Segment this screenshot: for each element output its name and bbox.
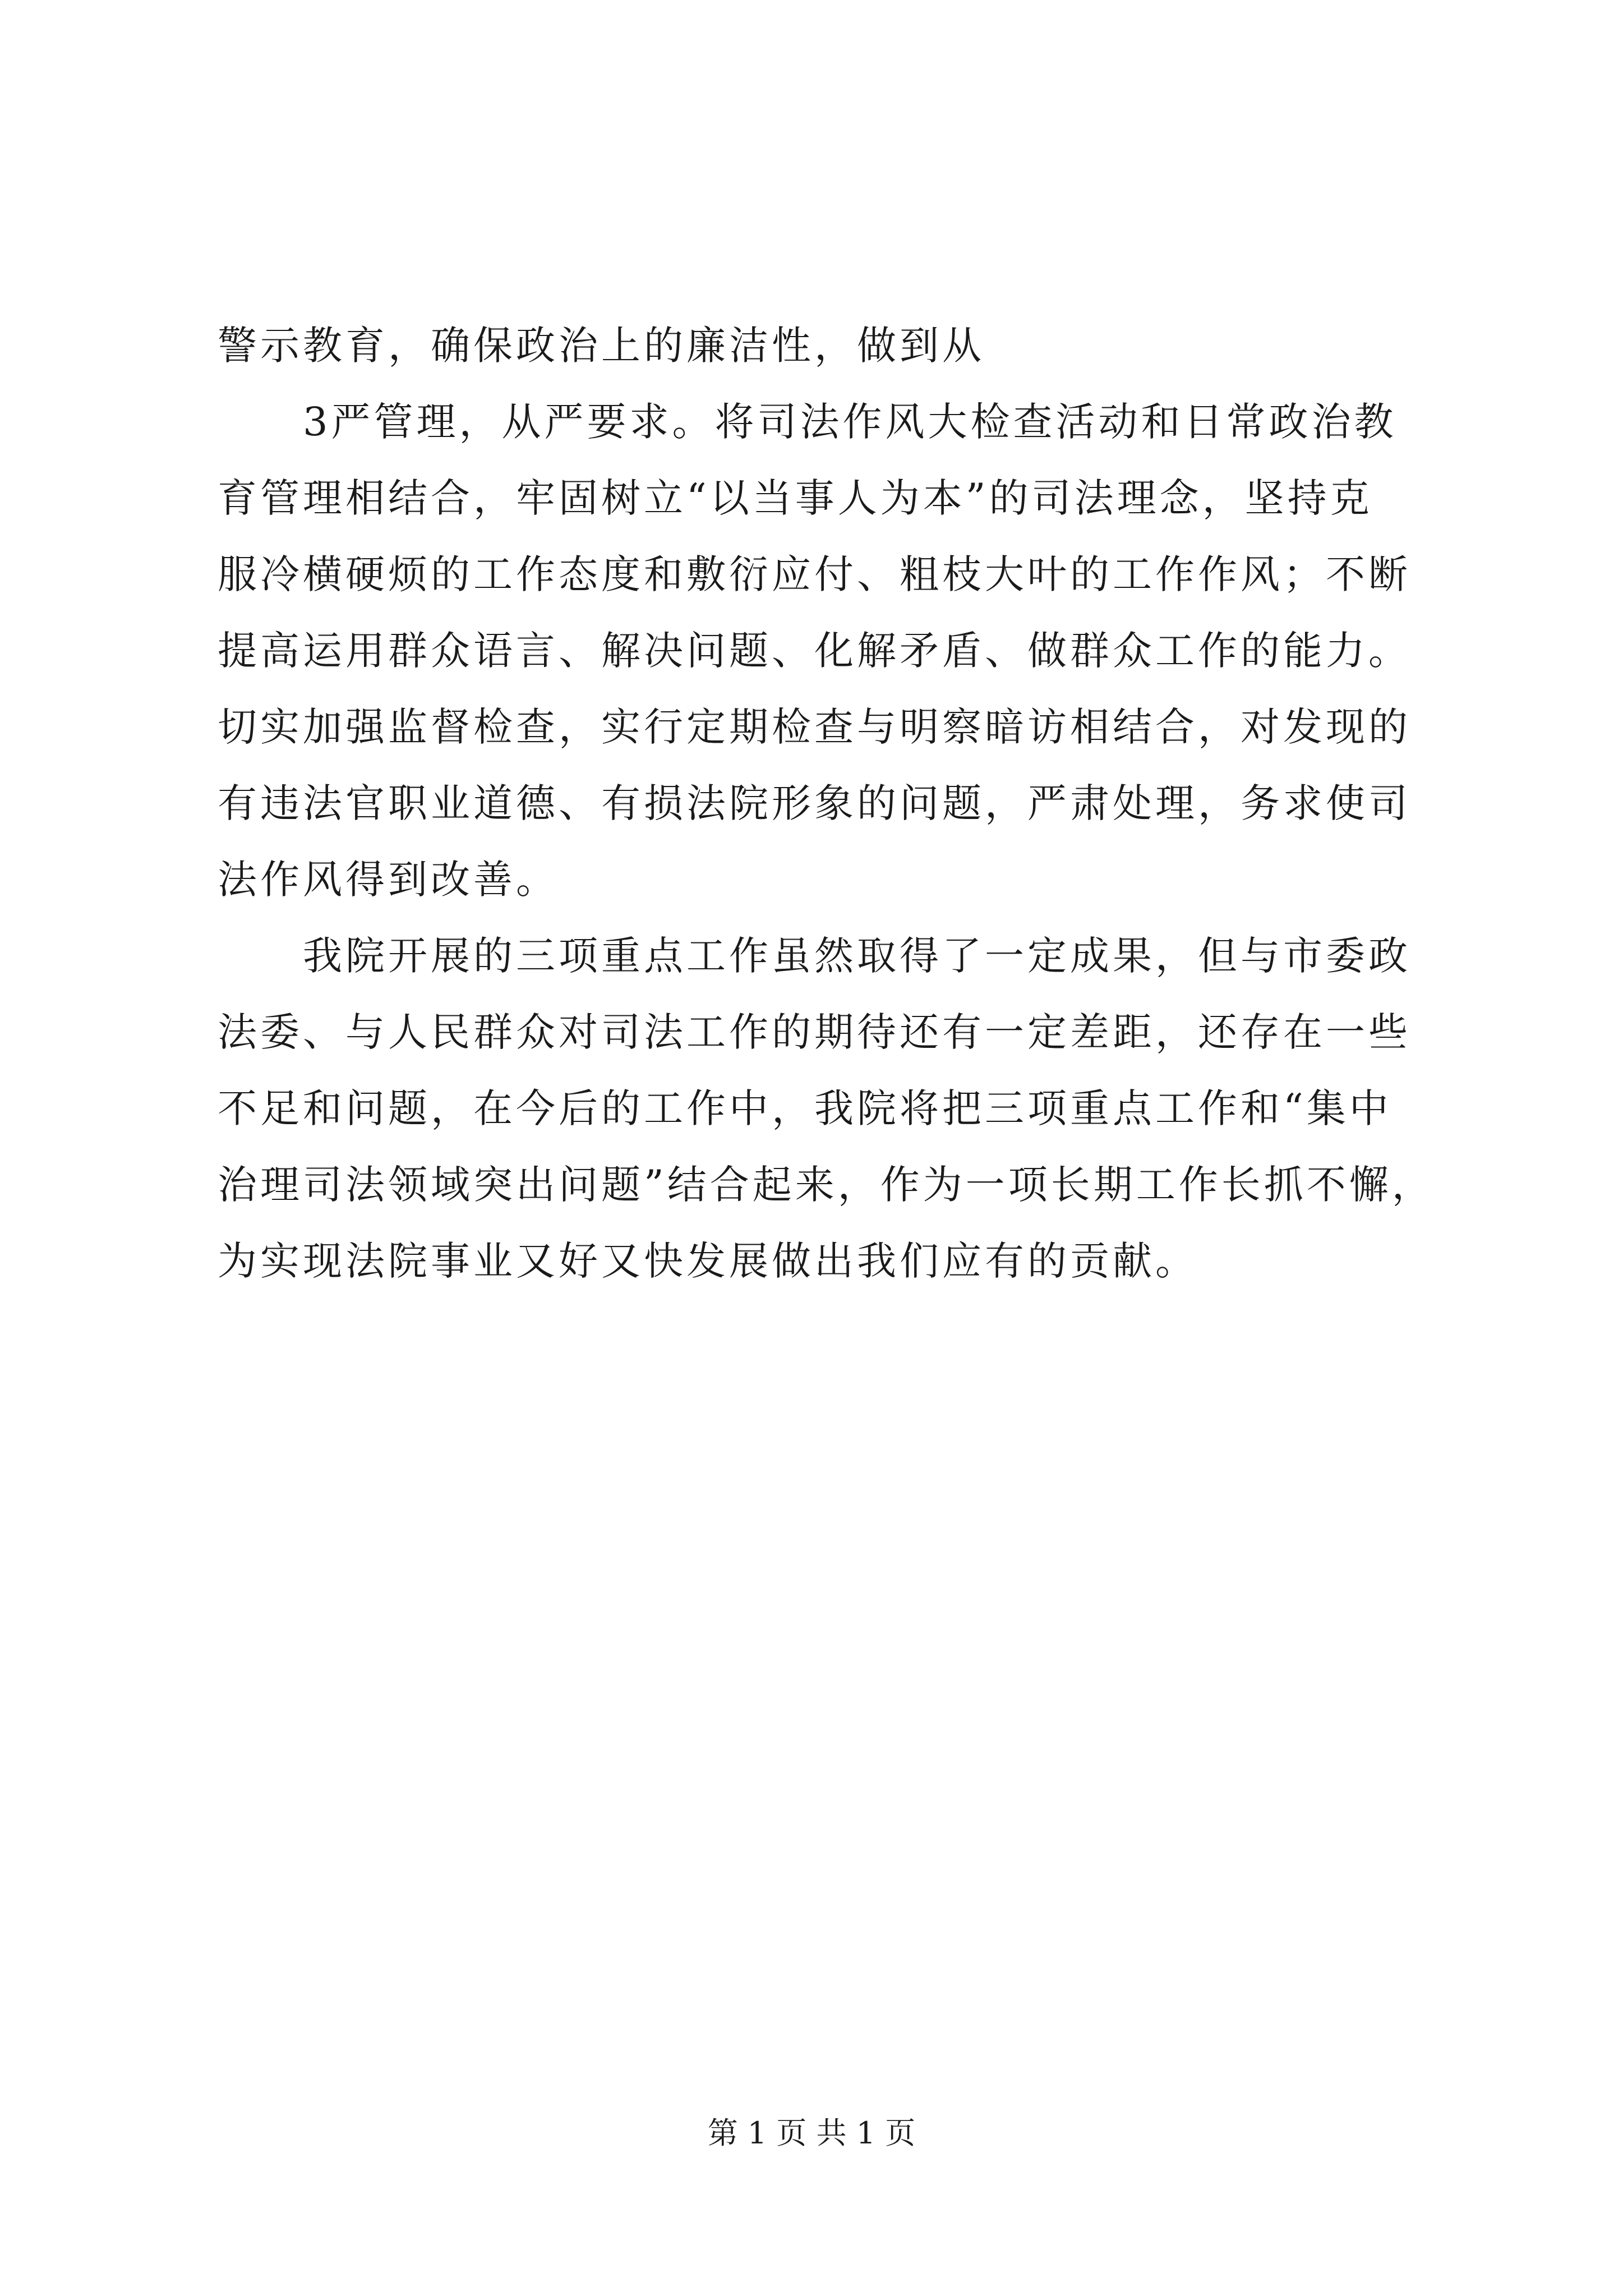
page-footer: 第 1 页 共 1 页	[707, 2115, 916, 2151]
paragraph-line: 不足和问题，在今后的工作中，我院将把三项重点工作和“集中	[218, 1085, 1392, 1131]
paragraph-line: 法作风得到改善。	[218, 857, 559, 903]
paragraph-line: 警示教育，确保政治上的廉洁性，做到从	[218, 323, 985, 369]
paragraph-line: 治理司法领域突出问题”结合起来，作为一项长期工作长抓不懈，	[218, 1162, 1435, 1208]
paragraph-line: 提高运用群众语言、解决问题、化解矛盾、做群众工作的能力。	[218, 628, 1411, 674]
paragraph-line: 我院开展的三项重点工作虽然取得了一定成果，但与市委政	[303, 933, 1411, 979]
paragraph-line: 3严管理，从严要求。将司法作风大检查活动和日常政治教	[303, 399, 1397, 445]
document-body	[218, 307, 1435, 1299]
paragraph-line: 有违法官职业道德、有损法院形象的问题，严肃处理，务求使司	[218, 780, 1411, 826]
paragraph-line: 切实加强监督检查，实行定期检查与明察暗访相结合，对发现的	[218, 704, 1411, 750]
paragraph-line: 法委、与人民群众对司法工作的期待还有一定差距，还存在一些	[218, 1009, 1411, 1055]
paragraph-line: 为实现法院事业又好又快发展做出我们应有的贡献。	[218, 1238, 1198, 1284]
paragraph-line: 服冷横硬烦的工作态度和敷衍应付、粗枝大叶的工作作风；不断	[218, 551, 1411, 597]
paragraph-line: 育管理相结合，牢固树立“以当事人为本”的司法理念，坚持克	[218, 475, 1373, 521]
